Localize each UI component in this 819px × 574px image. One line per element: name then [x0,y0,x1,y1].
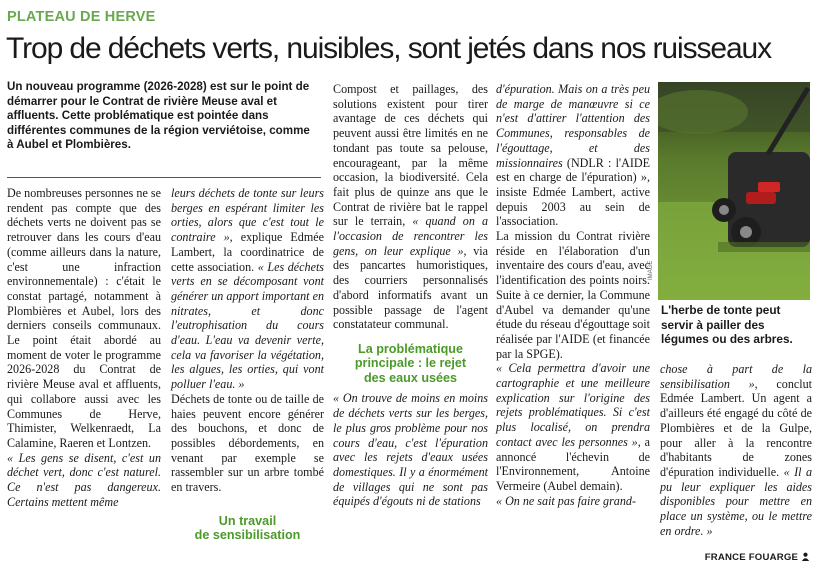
quote-text: d'épuration. Mais on a très peu de marge de manœuvre si ce n'est d'attirer l'attention des Communes, responsables de l'égouttage, et des missionnaires [496,82,650,170]
subheading [171,514,324,543]
quote-paragraph: « Les gens se disent, c'est un déchet vert, donc c'est naturel. Ce n'est pas dangereux. Certains mettent même [7,450,161,509]
subheading-line: de sensibilisation [194,528,301,543]
author-name: FRANCE FOUARGE [704,552,799,563]
body-text: , a annoncé l'échevin de l'Environnement, Antoine Vermeire (Aubel demain). [496,434,650,493]
paragraph: De nombreuses personnes ne se rendent pas compte que des déchets verts ne doivent pas se retrouver dans les cours d'eau (comme ailleurs dans la nature, c'est une infraction environnementale) : c'était le constat partagé, notamment à Plombières et Aubel, lors des derniers conseils communaux. Le point était abordé au moment de voter le programme 2026-2028 du Contrat de rivière Meuse aval et affluents, qui collabore aussi avec les Communes de Herve, Thimister, Welkenraedt, La Calamine, Raeren et Lontzen. [7,186,161,450]
paragraph [496,361,650,493]
author-byline [705,552,810,563]
lead-divider [7,177,321,178]
text-column-4 [496,82,650,508]
quote-text: « Il a pu leur expliquer les aides disponibles pour mettre en place un système, ou le mettre en ordre. » [660,464,812,538]
paragraph [496,82,650,229]
subheading-line: La problématique [358,341,463,356]
subheading-line: principale : le rejet [354,356,467,371]
article-lead: Un nouveau programme (2026-2028) est sur le point de démarrer pour le Contrat de rivière Meuse aval et affluents. Cette problématique est pointée dans différentes communes de la région verviétoise, comme à Aubel et Plombières. [7,80,310,152]
text-column-3 [333,82,488,509]
section-rubric: PLATEAU DE HERVE [7,9,156,25]
text-column-2 [171,186,324,543]
photo-caption: L'herbe de tonte peut servir à pailler des légumes ou des arbres. [661,303,793,347]
lawnmower-photo [658,82,810,300]
subheading-line: des eaux usées [363,370,458,385]
photo-credit: IMAGE [648,260,654,280]
quote-text: leurs déchets de tonte sur leurs berges en espérant limiter les orties, alors que c'est tout le contraire » [171,186,324,245]
quote-paragraph: « On ne sait pas faire grand- [496,493,636,508]
subheading-line: Un travail [218,513,277,528]
person-icon [801,552,810,561]
body-text: , via des pancartes humoristiques, des courriers personnalisés d'abord informatifs avant un possible passage de l'agent constatateur communal. [333,243,488,332]
paragraph [660,362,812,538]
quote-text: chose à part de la sensibilisation » [660,362,812,391]
body-text: , explique Edmée Lambert, la coordinatrice de cette association. [171,230,324,274]
body-text: Compost et paillages, des solutions existent pour tirer avantage de ces déchets qui peuvent aussi être limités en ne tondant pas toute sa pelouse, encourageant, par la même occasion, la biodiversité. Cela fait plus de quinze ans que le Contrat de rivière bat le rappel sur le terrain, [333,82,488,229]
paragraph [333,82,488,332]
quote-text: « Les déchets verts en se décomposant vont générer un apport important en nitrates, et donc l'eutrophisation du cours d'eau. L'eau va devenir verte, cela va favoriser la végétation, les algues, les orties, qui vont polluer l'eau. » [171,259,325,392]
text-column-1 [7,186,161,509]
paragraph: La mission du Contrat rivière réside en l'élaboration d'un inventaire des cours d'eau, avec l'identification des points noirs. Suite à ce dernier, la Commune d'Aubel va demander qu'une étude du réseau d'égouttage soit réalisée par l'AIDE (et financée par la SPGE). [496,229,650,361]
text-column-5 [660,362,812,538]
paragraph: Déchets de tonte ou de taille de haies peuvent encore générer des bouchons, et donc de possibles débordements, en venant par exemple se rassembler sur un arbre tombé en travers. [171,391,324,495]
quote-text: « Cela permettra d'avoir une cartographie et une meilleure explication sur l'origine des rejets problématiques. Si c'est plus localisé, on prendra contact avec les personnes » [496,361,650,449]
body-text: (NDLR : l'AIDE est en charge de l'épuration) », insiste Edmée Lambert, active depuis 2003 au sein de l'association. [496,155,650,229]
body-text: , conclut Edmée Lambert. Un agent a d'ailleurs été engagé du côté de Plombières et de la Gulpe, pour aller à la rencontre d'habitants de zones d'épuration individuelle. [660,376,812,479]
quote-text: « quand on a l'occasion de rencontrer les gens, on leur explique » [333,214,488,258]
quote-paragraph: « On trouve de moins en moins de déchets verts sur les berges, le plus gros problème pour nos cours d'eau, c'est l'épuration avec les rejets d'eaux usées domestiques. Il y a énormément de villages qui ne sont pas équipés d'égouts ni de stations [333,391,488,509]
article-headline: Trop de déchets verts, nuisibles, sont jetés dans nos ruisseaux [6,32,772,65]
paragraph [171,186,324,392]
subheading [333,342,488,386]
